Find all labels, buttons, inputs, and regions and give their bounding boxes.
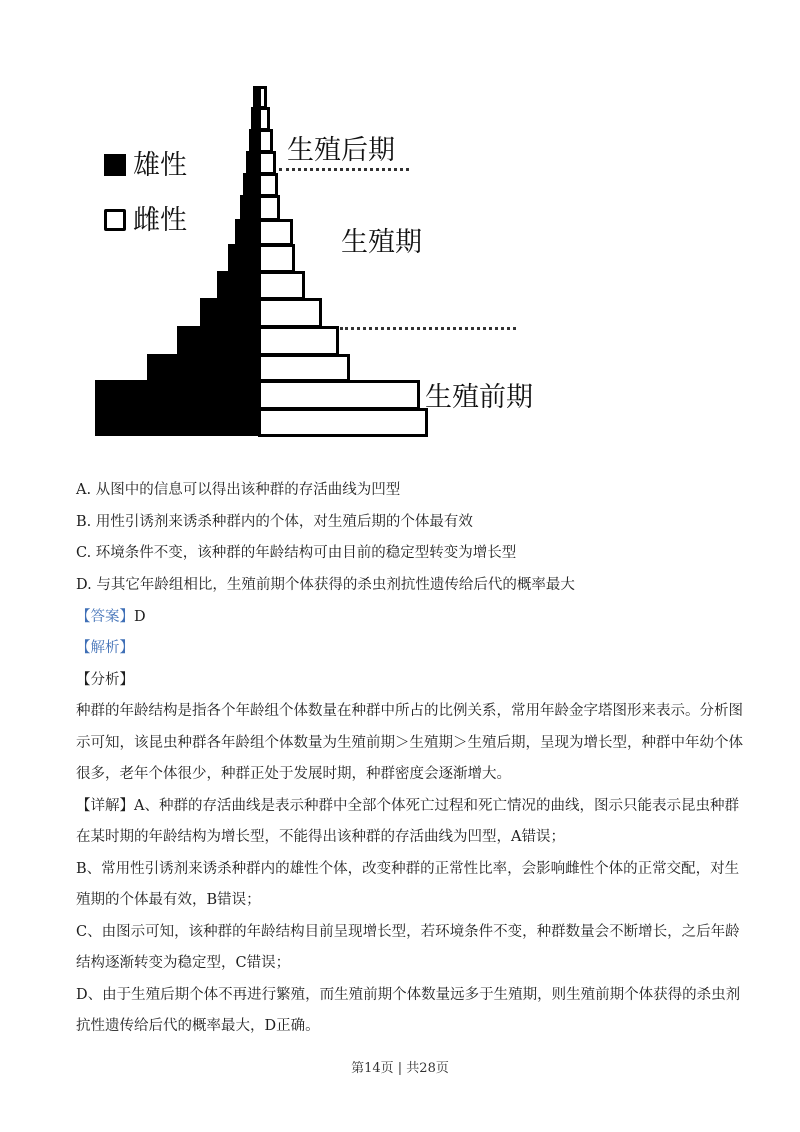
female-bar-8 [258,244,295,273]
legend-male-label: 雄性 [133,150,187,181]
answer-tag: 【答案】 [76,609,134,625]
stage-label-post-reproductive: 生殖后期 [287,135,395,166]
female-bar-10 [258,298,322,328]
female-bar-14 [258,408,428,437]
detail-line-2: 在某时期的年龄结构为增长型，不能得出该种群的存活曲线为凹型，A错误； [76,829,565,845]
female-bar-7 [258,219,293,246]
female-bar-6 [258,195,280,221]
detail-line-6: 结构逐渐转变为稳定型，C错误； [76,955,291,971]
stage-label-pre-reproductive: 生殖前期 [425,382,533,413]
female-bar-4 [258,151,276,175]
male-swatch-icon [104,154,126,176]
female-bar-12 [258,354,350,382]
legend-female-label: 雌性 [133,205,187,236]
legend-male [104,143,187,182]
analysis-tag: 【解析】 [76,640,134,656]
detail-line-5: C、由图示可知，该种群的年龄结构目前呈现增长型，若环境条件不变，种群数量会不断增长，之后年龄 [76,924,740,940]
pre-reproductive-divider [340,327,516,330]
female-bar-1 [258,86,267,109]
male-bar-8 [228,244,260,271]
detail-line-8: 抗性遗传给后代的概率最大，D正确。 [76,1018,320,1034]
legend-female [104,198,187,237]
female-bar-3 [258,129,273,153]
male-bar-10 [200,298,260,326]
age-pyramid-figure [0,0,800,460]
female-bar-13 [258,380,420,410]
option-a: A. 从图中的信息可以得出该种群的存活曲线为凹型 [76,482,401,498]
page-footer: 第14页 | 共28页 [351,1061,449,1076]
option-b: B. 用性引诱剂来诱杀种群内的个体，对生殖后期的个体最有效 [76,514,473,530]
detail-line-3: B、常用性引诱剂来诱杀种群内的雄性个体，改变种群的正常性比率，会影响雌性个体的正常交配，对生 [76,861,740,877]
fenxi-tag: 【分析】 [76,672,134,688]
answer-line [76,607,146,627]
male-bar-12 [147,354,260,380]
stage-label-reproductive: 生殖期 [341,227,422,258]
option-c: C. 环境条件不变，该种群的年龄结构可由目前的稳定型转变为增长型 [76,545,517,561]
detail-line-7: D、由于生殖后期个体不再进行繁殖，而生殖前期个体数量远多于生殖期，则生殖前期个体获得的杀虫剂 [76,987,741,1003]
female-swatch-icon [104,209,126,231]
male-bar-6 [240,195,260,219]
male-bar-9 [217,271,260,298]
fenxi-line-3: 很多，老年个体很少，种群正处于发展时期，种群密度会逐渐增大。 [76,766,511,782]
detail-line-4: 殖期的个体最有效，B错误； [76,892,261,908]
fenxi-line-1: 种群的年龄结构是指各个年龄组个体数量在种群中所占的比例关系，常用年龄金字塔图形来表示。分析图 [76,703,743,719]
post-reproductive-divider [279,168,409,171]
fenxi-line-2: 示可知，该昆虫种群各年龄组个体数量为生殖前期＞生殖期＞生殖后期，呈现为增长型，种群中年幼个体 [76,735,743,751]
answer-value: D [134,609,146,625]
female-bar-2 [258,107,270,131]
option-d: D. 与其它年龄组相比，生殖前期个体获得的杀虫剂抗性遗传给后代的概率最大 [76,577,575,593]
female-bar-11 [258,326,339,356]
female-bar-5 [258,173,278,197]
male-bar-11 [177,326,260,354]
detail-line-1: 【详解】A、种群的存活曲线是表示种群中全部个体死亡过程和死亡情况的曲线，图示只能表示昆虫种群 [76,798,739,814]
male-bar-13 [95,380,260,436]
female-bar-9 [258,271,305,300]
male-bar-7 [235,219,260,244]
